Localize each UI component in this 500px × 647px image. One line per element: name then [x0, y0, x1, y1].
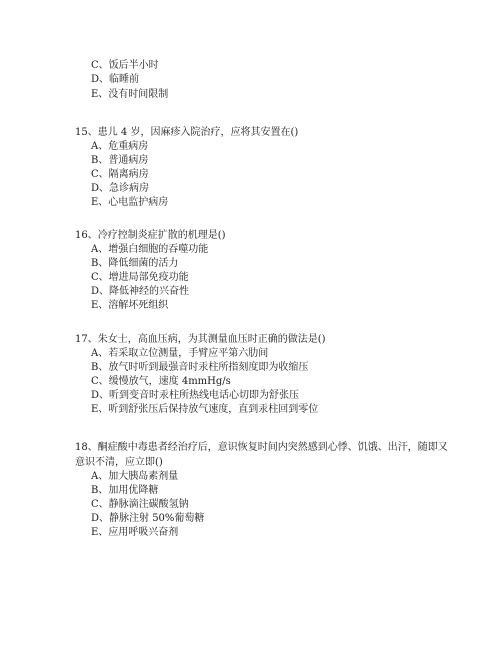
q18-option-e: E、应用呼吸兴奋剂 — [91, 527, 179, 538]
q17-option-a: A、若采取立位测量，手臂应平第六肋间 — [91, 348, 269, 359]
q17-option-b: B、放气时听到最强音时汞柱所指刻度即为收缩压 — [91, 362, 309, 373]
q17-option-c: C、缓慢放气，速度 4mmHg/s — [91, 376, 231, 387]
q18-option-c: C、静脉滴注碳酸氢钠 — [91, 499, 189, 510]
q15-option-b: B、普通病房 — [91, 155, 149, 166]
q16-option-e: E、溶解坏死组织 — [91, 300, 169, 311]
q16-stem: 16、冷疗控制炎症扩散的机理是() — [75, 230, 226, 241]
q16-option-b: B、降低细菌的活力 — [91, 258, 179, 269]
q18-stem-line1: 18、酮症酸中毒患者经治疗后，意识恢复时间内突然感到心悸、饥饿、出汗，随即又 — [75, 442, 448, 453]
q16-option-a: A、增强白细胞的吞噬功能 — [91, 244, 209, 255]
q17-option-d: D、听到变音时汞柱所热线电话心切即为舒张压 — [91, 390, 300, 401]
q15-option-e: E、心电监护病房 — [91, 197, 169, 208]
q15-option-c: C、隔离病房 — [91, 169, 149, 180]
q16-option-c: C、增进局部免疫功能 — [91, 272, 189, 283]
q18-option-d: D、静脉注射 50%葡萄糖 — [91, 513, 205, 524]
q14-option-d: D、临睡前 — [91, 74, 140, 85]
q14-option-c: C、饭后半小时 — [91, 60, 159, 71]
q18-option-a: A、加大胰岛素剂量 — [91, 471, 179, 482]
q16-option-d: D、降低神经的兴奋性 — [91, 286, 190, 297]
q14-option-e: E、没有时间限制 — [91, 89, 169, 100]
q18-stem-line2: 意识不清，应立即() — [75, 457, 163, 468]
q17-stem: 17、朱女士，高血压病，为其测量血压时正确的做法是() — [75, 334, 326, 345]
q18-option-b: B、加用优降糖 — [91, 485, 159, 496]
q15-option-d: D、急诊病房 — [91, 183, 150, 194]
q15-stem: 15、患儿 4 岁，因麻疹入院治疗，应将其安置在() — [75, 127, 299, 138]
q15-option-a: A、危重病房 — [91, 141, 149, 152]
q17-option-e: E、听到舒张压后保持放气速度，直到汞柱回到零位 — [91, 404, 319, 415]
